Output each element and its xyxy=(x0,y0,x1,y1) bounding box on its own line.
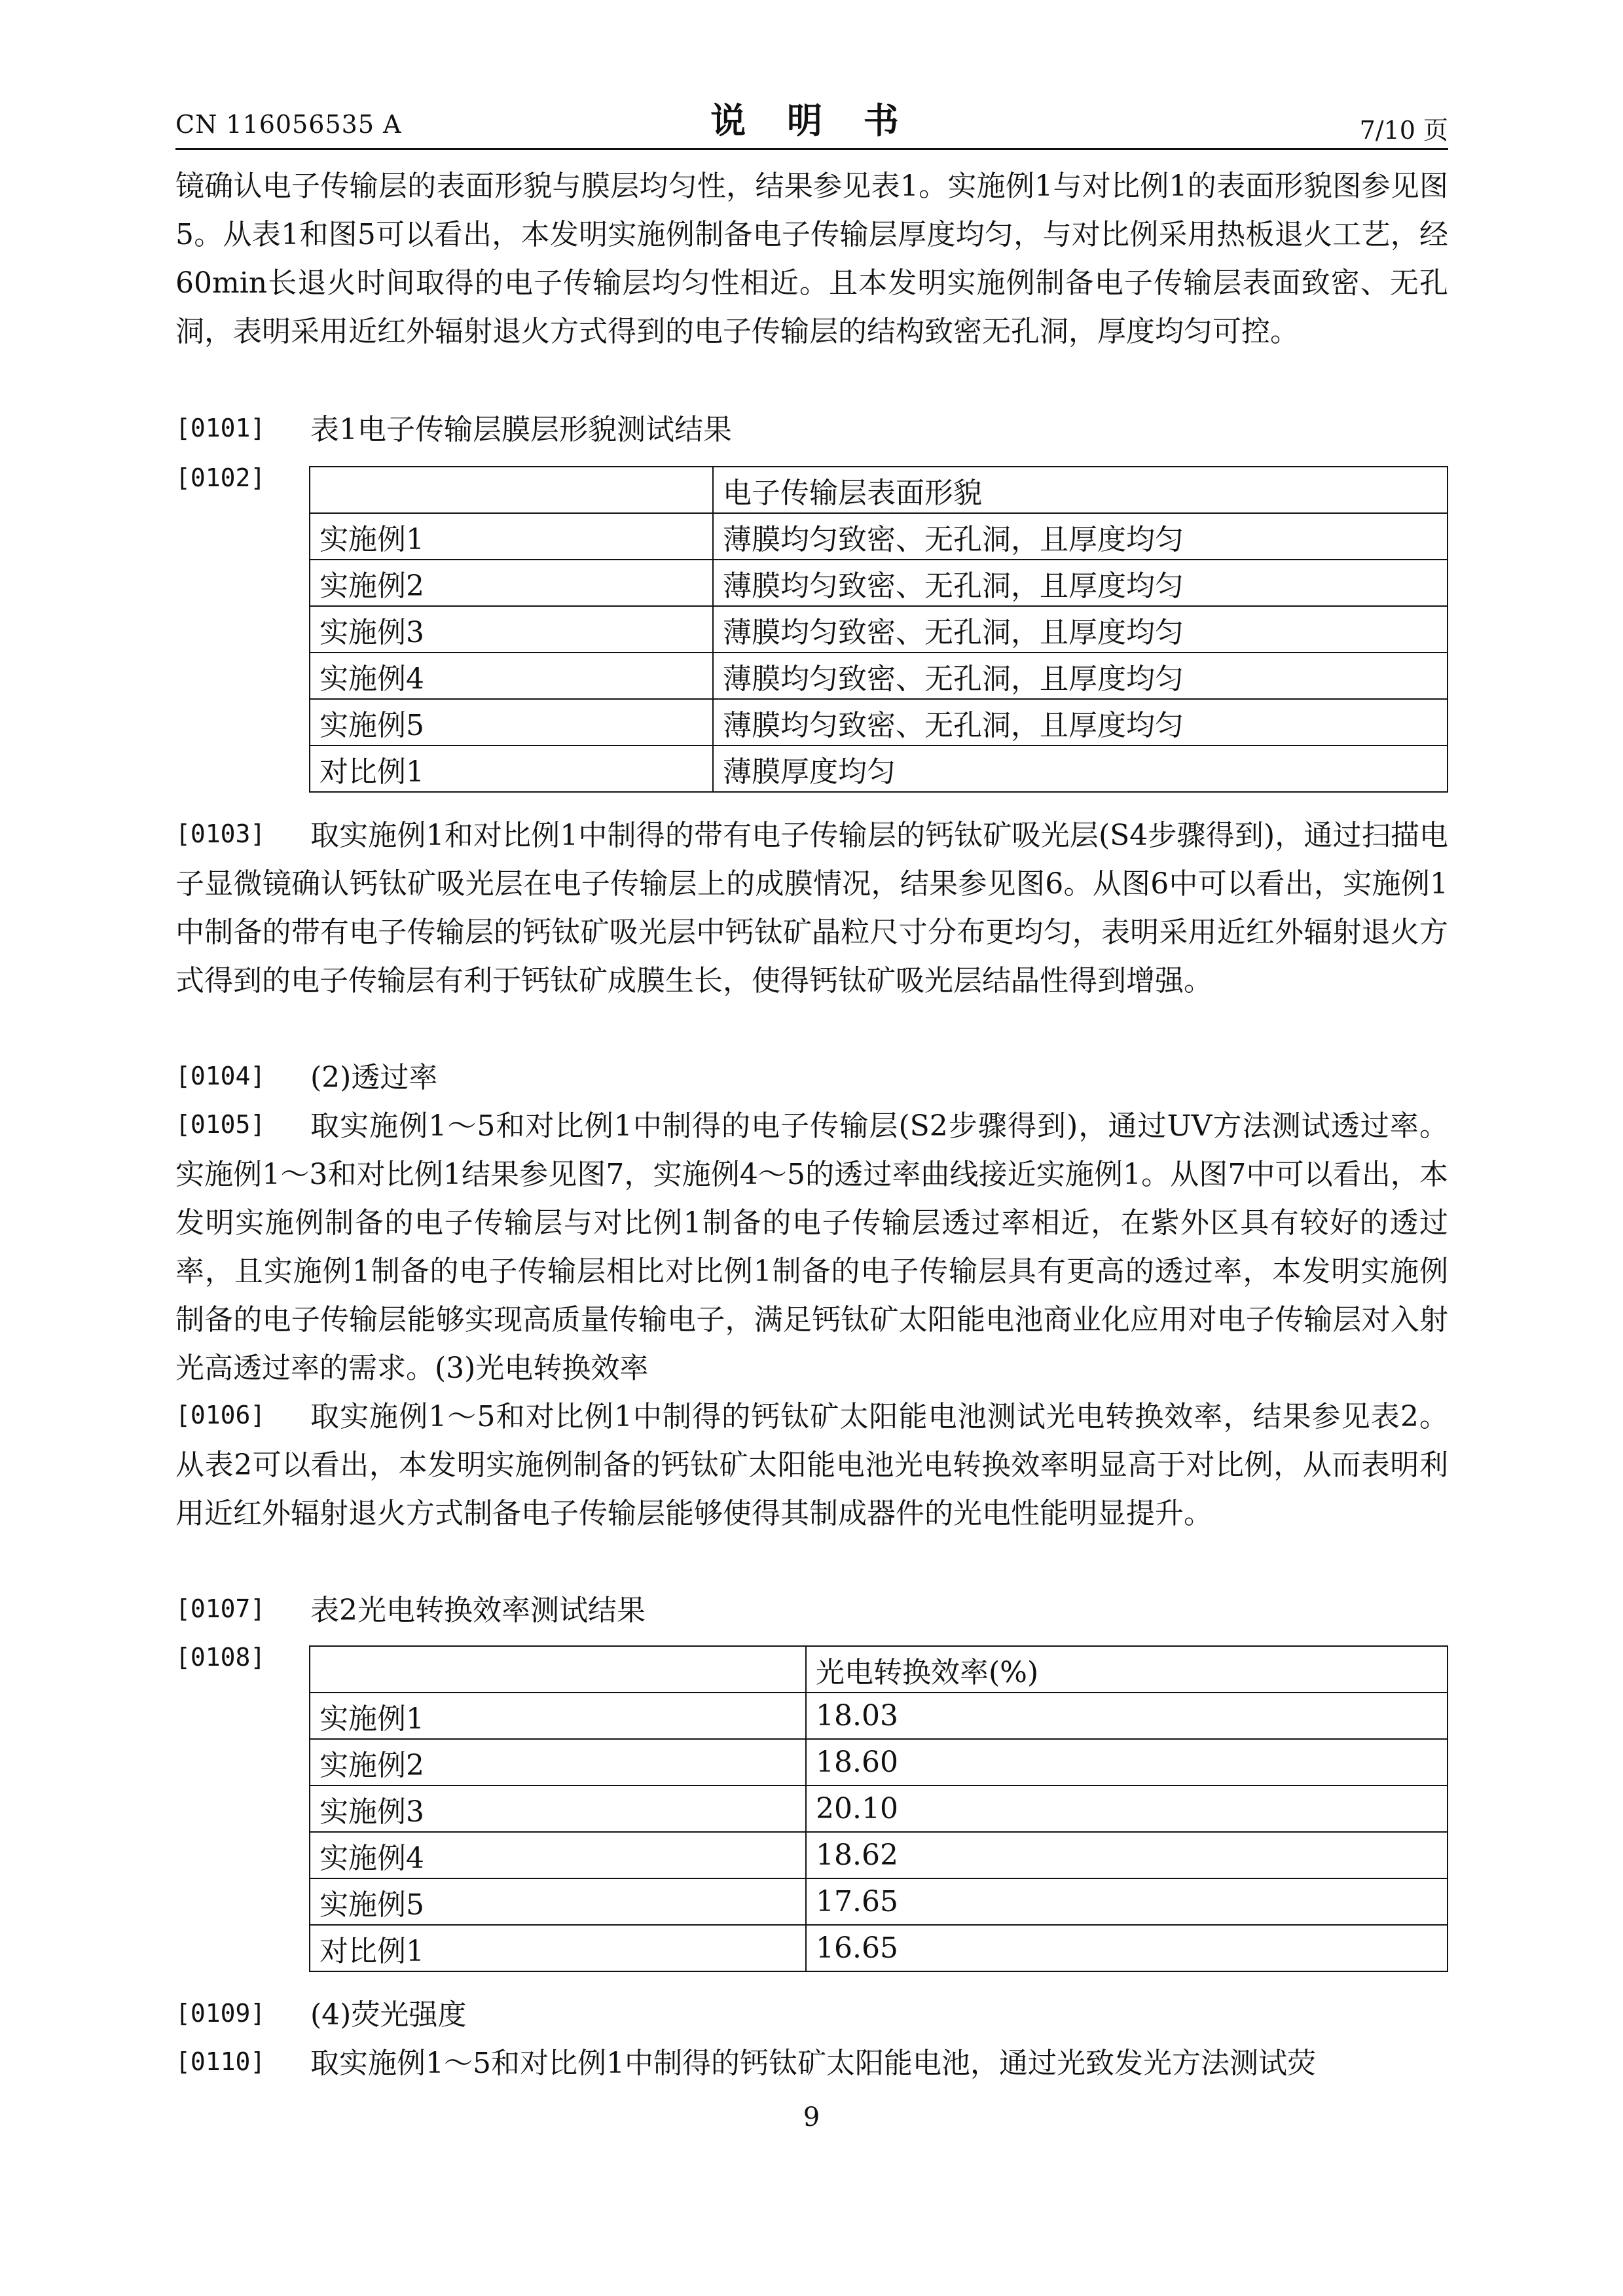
paragraph-0104: (2)透过率 xyxy=(310,1061,438,1094)
table-cell: 薄膜均匀致密、无孔洞，且厚度均匀 xyxy=(713,653,1448,699)
table-row-label: 对比例1 xyxy=(310,1925,806,1971)
table-cell: 17.65 xyxy=(806,1878,1448,1925)
table-row-label xyxy=(310,467,713,513)
table-row-label xyxy=(310,1646,806,1693)
table-cell: 薄膜均匀致密、无孔洞，且厚度均匀 xyxy=(713,513,1448,560)
table-cell: 电子传输层表面形貌 xyxy=(713,467,1448,513)
table-row xyxy=(310,560,1448,606)
paragraph-number-0104: [0104] xyxy=(175,1062,266,1090)
table-row-label: 实施例1 xyxy=(310,513,713,560)
table-cell: 薄膜厚度均匀 xyxy=(713,745,1448,792)
table-row xyxy=(310,513,1448,560)
table-row xyxy=(310,606,1448,653)
table-cell: 光电转换效率(%) xyxy=(806,1646,1448,1693)
table-cell: 18.62 xyxy=(806,1832,1448,1878)
paragraph-number-0103: [0103] xyxy=(175,819,266,848)
document-title: 说 明 书 xyxy=(710,99,913,141)
page-label: 7/10 页 xyxy=(1359,116,1448,145)
table-header-row xyxy=(310,467,1448,513)
paragraph-number-0106: [0106] xyxy=(175,1401,266,1429)
table-row-label: 实施例2 xyxy=(310,560,713,606)
table-row xyxy=(310,653,1448,699)
table-row xyxy=(310,1785,1448,1832)
table-row xyxy=(310,745,1448,792)
paragraph-number-0101: [0101] xyxy=(175,414,266,442)
table-row-label: 实施例5 xyxy=(310,699,713,745)
table-header-row xyxy=(310,1646,1448,1693)
paragraph-0109: (4)荧光强度 xyxy=(310,1998,467,2032)
table-row-label: 实施例4 xyxy=(310,1832,806,1878)
page-header xyxy=(175,90,1448,149)
paragraph-number-0105: [0105] xyxy=(175,1110,266,1139)
table-cell: 薄膜均匀致密、无孔洞，且厚度均匀 xyxy=(713,560,1448,606)
table-row-label: 实施例5 xyxy=(310,1878,806,1925)
table-1 xyxy=(309,466,1448,793)
table-cell: 20.10 xyxy=(806,1785,1448,1832)
table-row xyxy=(310,1925,1448,1971)
paragraph-0106: 取实施例1～5和对比例1中制得的钙钛矿太阳能电池测试光电转换效率，结果参见表2。从表2可以看出，本发明实施例制备的钙钛矿太阳能电池光电转换效率明显高于对比例，从而表明利用近红外辐射退火方式制备电子传输层能够使得其制成器件的光电性能明显提升。 xyxy=(175,1400,1448,1530)
table-cell: 薄膜均匀致密、无孔洞，且厚度均匀 xyxy=(713,606,1448,653)
table-row-label: 实施例2 xyxy=(310,1739,806,1785)
table1-caption: 表1电子传输层膜层形貌测试结果 xyxy=(310,413,732,446)
intro-paragraph: 镜确认电子传输层的表面形貌与膜层均匀性，结果参见表1。实施例1与对比例1的表面形貌图参见图5。从表1和图5可以看出，本发明实施例制备电子传输层厚度均匀，与对比例采用热板退火工艺，经60min长退火时间取得的电子传输层均匀性相近。且本发明实施例制备电子传输层表面致密、无孔洞，表明采用近红外辐射退火方式得到的电子传输层的结构致密无孔洞，厚度均匀可控。 xyxy=(175,170,1448,348)
table-row-label: 对比例1 xyxy=(310,745,713,792)
table-cell: 薄膜均匀致密、无孔洞，且厚度均匀 xyxy=(713,699,1448,745)
table-row xyxy=(310,1739,1448,1785)
paragraph-number-0108: [0108] xyxy=(175,1643,266,1672)
table-row-label: 实施例3 xyxy=(310,1785,806,1832)
table-row-label: 实施例3 xyxy=(310,606,713,653)
table-cell: 18.60 xyxy=(806,1739,1448,1785)
table-row xyxy=(310,1832,1448,1878)
table-row-label: 实施例4 xyxy=(310,653,713,699)
paragraph-0105: 取实施例1～5和对比例1中制得的电子传输层(S2步骤得到)，通过UV方法测试透过率。实施例1～3和对比例1结果参见图7，实施例4～5的透过率曲线接近实施例1。从图7中可以看出，本发明实施例制备的电子传输层与对比例1制备的电子传输层透过率相近，在紫外区具有较好的透过率，且实施例1制备的电子传输层相比对比例1制备的电子传输层具有更高的透过率，本发明实施例制备的电子传输层能够实现高质量传输电子，满足钙钛矿太阳能电池商业化应用对电子传输层对入射光高透过率的需求。(3)光电转换效率 xyxy=(175,1109,1448,1385)
table-row xyxy=(310,1693,1448,1739)
page-number: 9 xyxy=(803,2102,820,2132)
paragraph-number-0109: [0109] xyxy=(175,1999,266,2028)
table-cell: 16.65 xyxy=(806,1925,1448,1971)
paragraph-0110: 取实施例1～5和对比例1中制得的钙钛矿太阳能电池，通过光致发光方法测试荧 xyxy=(310,2047,1316,2080)
document-id: CN 116056535 A xyxy=(175,110,402,139)
table-cell: 18.03 xyxy=(806,1693,1448,1739)
paragraph-number-0110: [0110] xyxy=(175,2047,266,2076)
table-row-label: 实施例1 xyxy=(310,1693,806,1739)
table-row xyxy=(310,1878,1448,1925)
table-row xyxy=(310,699,1448,745)
table2-caption: 表2光电转换效率测试结果 xyxy=(310,1594,646,1627)
header-divider xyxy=(175,148,1448,150)
table-2 xyxy=(309,1645,1448,1972)
paragraph-0103: 取实施例1和对比例1中制得的带有电子传输层的钙钛矿吸光层(S4步骤得到)，通过扫描电子显微镜确认钙钛矿吸光层在电子传输层上的成膜情况，结果参见图6。从图6中可以看出，实施例1中制备的带有电子传输层的钙钛矿吸光层中钙钛矿晶粒尺寸分布更均匀，表明采用近红外辐射退火方式得到的电子传输层有利于钙钛矿成膜生长，使得钙钛矿吸光层结晶性得到增强。 xyxy=(175,819,1448,997)
paragraph-number-0102: [0102] xyxy=(175,463,266,492)
paragraph-number-0107: [0107] xyxy=(175,1594,266,1623)
